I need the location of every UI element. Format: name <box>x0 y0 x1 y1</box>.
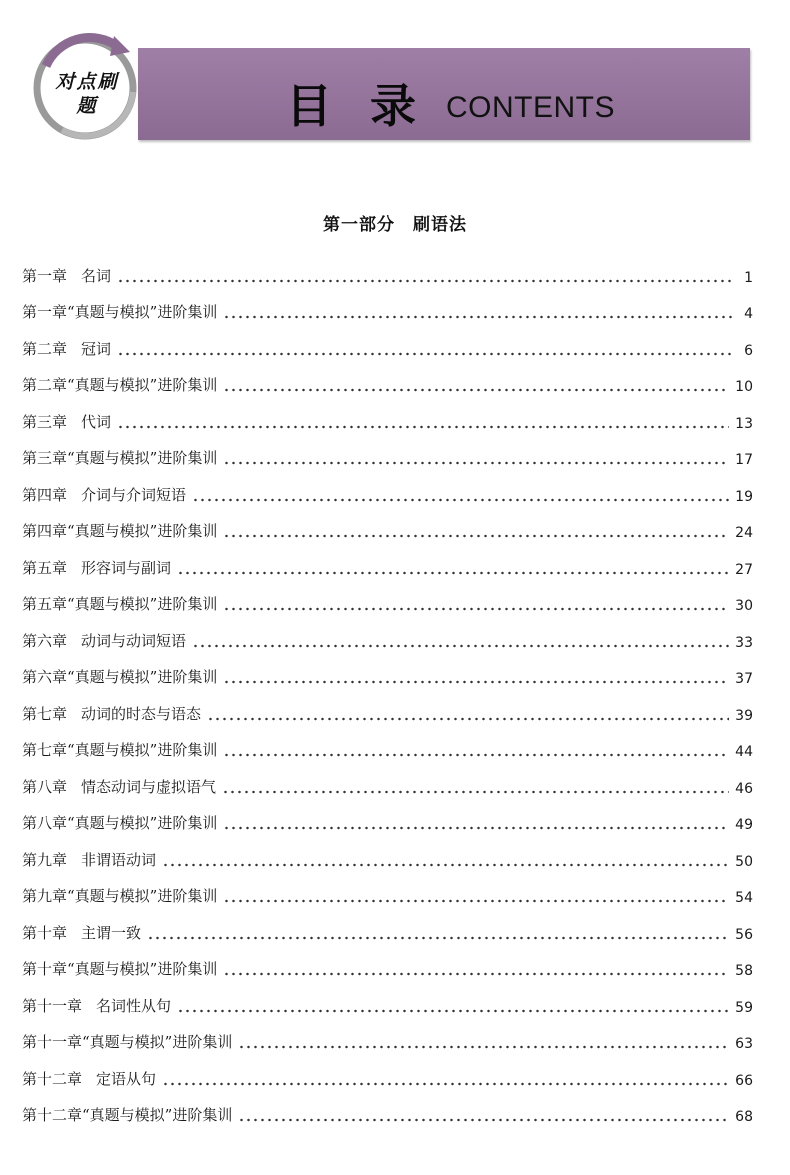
toc-entry[interactable] <box>22 843 753 880</box>
chapter-number: 第十二章 <box>22 1106 83 1124</box>
dot-leader <box>238 1045 729 1049</box>
dot-leader <box>223 315 735 319</box>
page-number: 1 <box>744 269 753 286</box>
chapter-topic: “真题与模拟”进阶集训 <box>67 303 218 321</box>
dot-leader <box>223 753 729 757</box>
dot-leader <box>117 352 735 356</box>
page-number: 59 <box>735 999 753 1016</box>
page-number: 66 <box>735 1072 753 1089</box>
toc-entry[interactable] <box>22 296 753 333</box>
toc-chapter <box>22 703 201 724</box>
toc-chapter <box>22 593 217 614</box>
dot-leader <box>238 1118 729 1122</box>
chapter-topic: “真题与模拟”进阶集训 <box>67 814 218 832</box>
chapter-number: 第六章 <box>22 631 68 650</box>
page-number: 56 <box>735 926 753 943</box>
dot-leader <box>177 1009 729 1013</box>
toc-chapter <box>22 301 217 322</box>
toc-entry[interactable] <box>22 1099 753 1136</box>
chapter-number: 第十二章 <box>22 1069 83 1088</box>
page-number: 46 <box>735 780 753 797</box>
toc-entry[interactable] <box>22 332 753 369</box>
toc-entry[interactable] <box>22 515 753 552</box>
toc-entry[interactable] <box>22 624 753 661</box>
toc-chapter <box>22 776 216 797</box>
chapter-topic: 名词性从句 <box>96 996 172 1015</box>
page-number: 10 <box>735 379 753 395</box>
toc-entry[interactable] <box>22 405 753 442</box>
chapter-topic: “真题与模拟”进阶集训 <box>67 960 218 978</box>
chapter-topic: 定语从句 <box>96 1069 157 1088</box>
chapter-number: 第九章 <box>22 850 68 869</box>
badge-logo <box>22 26 152 156</box>
page-number: 54 <box>735 890 753 906</box>
toc-entry[interactable] <box>22 478 753 515</box>
page-number: 50 <box>735 853 753 870</box>
chapter-number: 第十一章 <box>22 1033 83 1051</box>
chapter-number: 第一章 <box>22 303 68 321</box>
chapter-topic: “真题与模拟”进阶集训 <box>67 741 218 759</box>
toc-entry[interactable] <box>22 734 753 771</box>
dot-leader <box>222 790 729 794</box>
toc-chapter <box>22 1031 232 1052</box>
toc-entry[interactable] <box>22 880 753 917</box>
dot-leader <box>117 425 729 429</box>
table-of-contents <box>22 259 753 1135</box>
dot-leader <box>223 680 729 684</box>
page-number: 4 <box>744 306 753 322</box>
chapter-number: 第八章 <box>22 814 68 832</box>
dot-leader <box>192 498 729 502</box>
toc-chapter <box>22 557 171 578</box>
dot-leader <box>223 534 729 538</box>
toc-entry[interactable] <box>22 916 753 953</box>
dot-leader <box>207 717 729 721</box>
toc-chapter <box>22 447 217 468</box>
toc-chapter <box>22 338 111 359</box>
toc-chapter <box>22 922 141 943</box>
chapter-number: 第二章 <box>22 376 68 394</box>
toc-entry[interactable] <box>22 442 753 479</box>
chapter-number: 第七章 <box>22 704 68 723</box>
chapter-number: 第四章 <box>22 522 68 540</box>
page-number: 58 <box>735 963 753 979</box>
chapter-topic: “真题与模拟”进阶集训 <box>67 522 218 540</box>
toc-entry[interactable] <box>22 661 753 698</box>
toc-entry[interactable] <box>22 697 753 734</box>
page-number: 30 <box>735 598 753 614</box>
toc-entry[interactable] <box>22 953 753 990</box>
page-number: 6 <box>744 342 753 359</box>
page-number: 33 <box>735 634 753 651</box>
chapter-number: 第二章 <box>22 339 68 358</box>
dot-leader <box>162 1082 729 1086</box>
toc-entry[interactable] <box>22 259 753 296</box>
toc-chapter <box>22 958 217 979</box>
chapter-number: 第八章 <box>22 777 68 796</box>
toc-entry[interactable] <box>22 1026 753 1063</box>
chapter-topic: 冠词 <box>81 339 112 358</box>
toc-chapter <box>22 885 217 906</box>
toc-entry[interactable] <box>22 369 753 406</box>
dot-leader <box>162 863 729 867</box>
page-title-english: CONTENTS <box>446 91 615 124</box>
chapter-topic: “真题与模拟”进阶集训 <box>67 595 218 613</box>
page-number: 37 <box>735 671 753 687</box>
chapter-number: 第十章 <box>22 960 68 978</box>
chapter-topic: 动词的时态与语态 <box>81 704 202 723</box>
toc-chapter <box>22 1068 156 1089</box>
chapter-topic: “真题与模拟”进阶集训 <box>67 887 218 905</box>
section-title: 第一部分 刷语法 <box>323 215 467 235</box>
toc-chapter <box>22 812 217 833</box>
page-number: 24 <box>735 525 753 541</box>
toc-chapter <box>22 411 111 432</box>
dot-leader <box>223 388 729 392</box>
chapter-topic: 形容词与副词 <box>81 558 172 577</box>
dot-leader <box>147 936 729 940</box>
chapter-number: 第七章 <box>22 741 68 759</box>
page-title: 目录 <box>286 79 454 133</box>
chapter-topic: 介词与介词短语 <box>81 485 187 504</box>
toc-entry[interactable] <box>22 989 753 1026</box>
chapter-number: 第四章 <box>22 485 68 504</box>
chapter-topic: “真题与模拟”进阶集训 <box>67 376 218 394</box>
page-number: 44 <box>735 744 753 760</box>
badge-text: 对点刷题 <box>55 71 119 117</box>
chapter-topic: 动词与动词短语 <box>81 631 187 650</box>
toc-chapter <box>22 849 156 870</box>
toc-chapter <box>22 484 186 505</box>
toc-chapter <box>22 666 217 687</box>
chapter-number: 第三章 <box>22 412 68 431</box>
chapter-topic: “真题与模拟”进阶集训 <box>67 668 218 686</box>
chapter-topic: “真题与模拟”进阶集训 <box>82 1106 233 1124</box>
dot-leader <box>117 279 735 283</box>
chapter-topic: 代词 <box>81 412 112 431</box>
chapter-number: 第九章 <box>22 887 68 905</box>
toc-chapter <box>22 995 171 1016</box>
page-number: 68 <box>735 1109 753 1125</box>
page-number: 27 <box>735 561 753 578</box>
chapter-topic: “真题与模拟”进阶集训 <box>67 449 218 467</box>
chapter-number: 第十一章 <box>22 996 83 1015</box>
chapter-topic: 名词 <box>81 266 112 285</box>
toc-entry[interactable] <box>22 551 753 588</box>
chapter-topic: 主谓一致 <box>81 923 142 942</box>
chapter-number: 第十章 <box>22 923 68 942</box>
toc-chapter <box>22 374 217 395</box>
chapter-number: 第五章 <box>22 595 68 613</box>
dot-leader <box>223 826 729 830</box>
dot-leader <box>177 571 729 575</box>
page-number: 19 <box>735 488 753 505</box>
chapter-number: 第六章 <box>22 668 68 686</box>
dot-leader <box>223 461 729 465</box>
toc-chapter <box>22 265 111 286</box>
toc-chapter <box>22 630 186 651</box>
chapter-number: 第三章 <box>22 449 68 467</box>
dot-leader <box>223 899 729 903</box>
chapter-number: 第五章 <box>22 558 68 577</box>
page-number: 17 <box>735 452 753 468</box>
dot-leader <box>192 644 729 648</box>
page-number: 63 <box>735 1036 753 1052</box>
toc-entry[interactable] <box>22 588 753 625</box>
toc-entry[interactable] <box>22 1062 753 1099</box>
page-number: 39 <box>735 707 753 724</box>
toc-chapter <box>22 520 217 541</box>
dot-leader <box>223 607 729 611</box>
page-number: 49 <box>735 817 753 833</box>
toc-entry[interactable] <box>22 770 753 807</box>
chapter-topic: 非谓语动词 <box>81 850 157 869</box>
page-header <box>0 0 790 160</box>
toc-chapter <box>22 1104 232 1125</box>
toc-entry[interactable] <box>22 807 753 844</box>
page-number: 13 <box>735 415 753 432</box>
dot-leader <box>223 972 729 976</box>
chapter-number: 第一章 <box>22 266 68 285</box>
chapter-topic: 情态动词与虚拟语气 <box>81 777 217 796</box>
toc-chapter <box>22 739 217 760</box>
chapter-topic: “真题与模拟”进阶集训 <box>82 1033 233 1051</box>
